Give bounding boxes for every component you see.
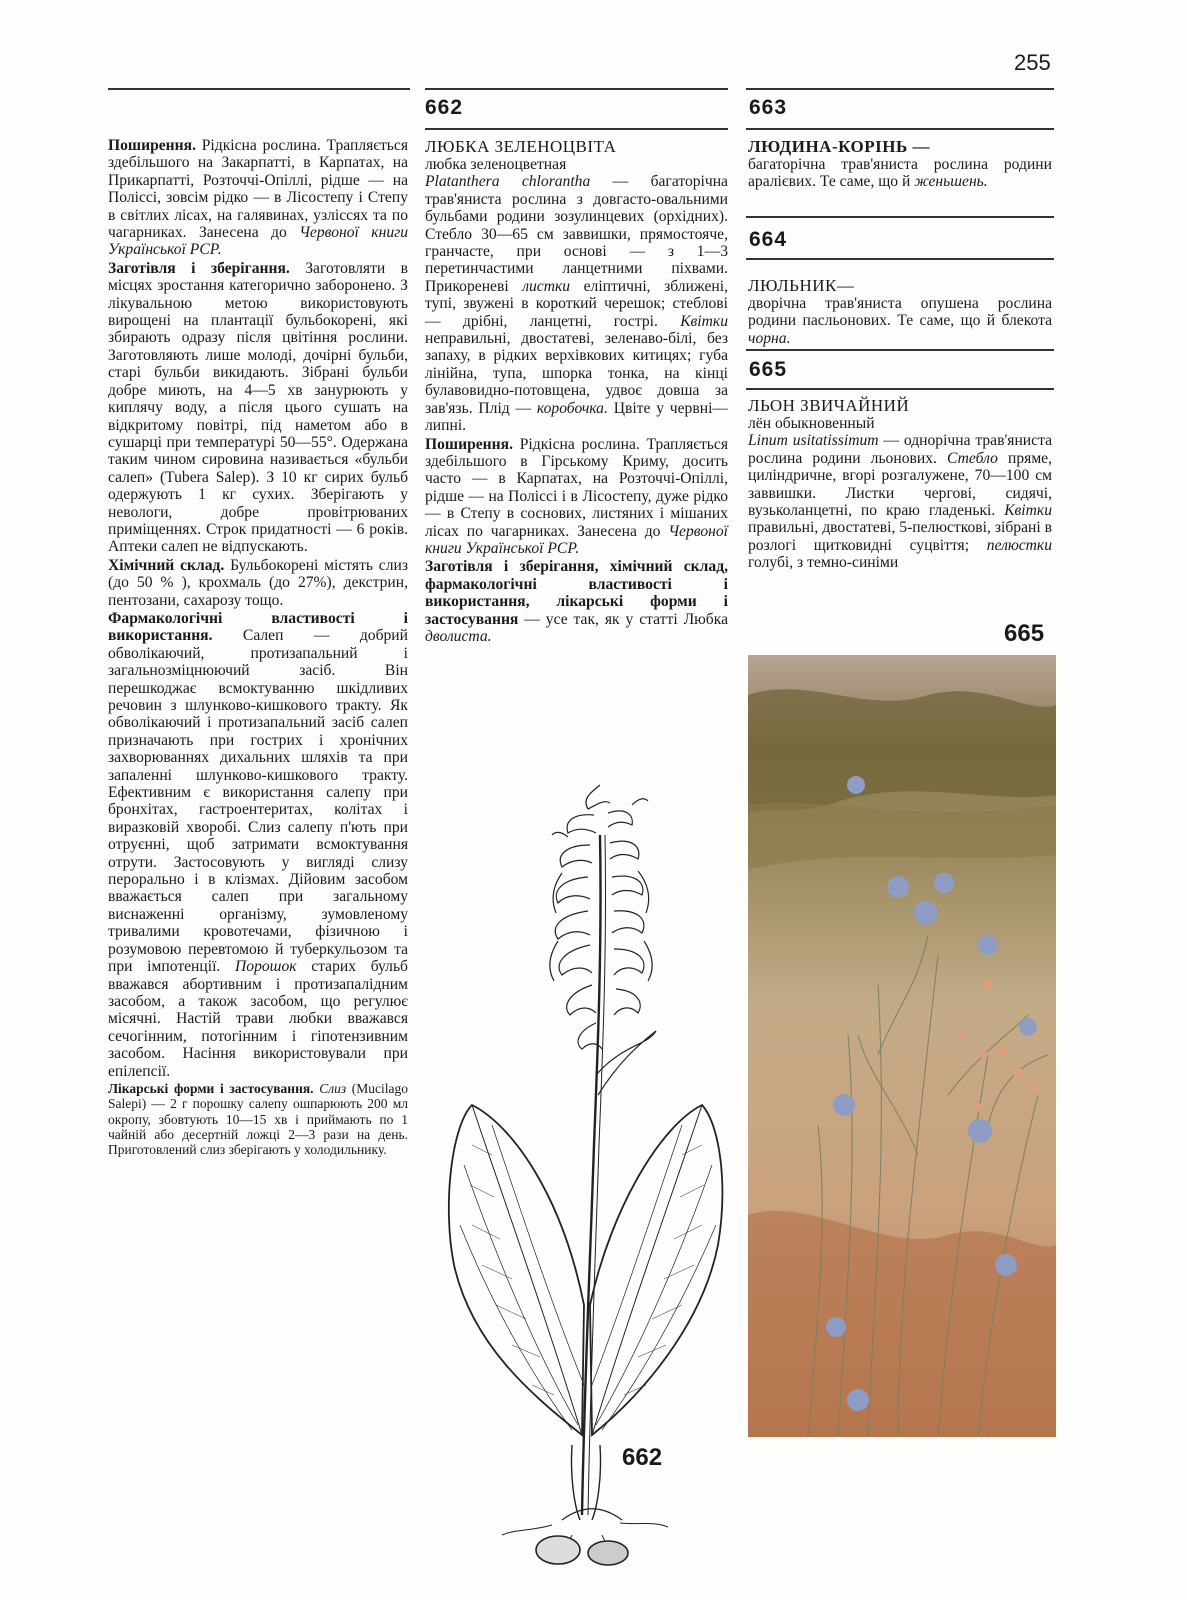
entry-663 [748, 137, 1052, 192]
entry-664 [748, 276, 1052, 348]
page-number: 255 [1014, 50, 1051, 75]
entry-rule-664 [746, 258, 1054, 260]
entry-rule-665-top [746, 349, 1054, 351]
entry-rule-664-top [746, 216, 1054, 218]
russian-name-665: лён обыкновенный [748, 415, 875, 432]
top-rule-middle [425, 88, 728, 90]
distribution-paragraph: Поширення. Рідкісна рослина. Трапляється здебільшого на Закарпатті, в Карпатах, на Прикарпатті, Розточчі-Опіллі, рідше — на Поліссі, зовсім рідко — в Лісостепу і Степу в світлих лісах, на галявинах, узліссях та по чагарниках. Занесена до Червоної книги Української РСР. [108, 137, 408, 259]
description-662: Platanthera chlorantha — багаторічна трав'яниста рослина з довгасто-овальними бульбами родини зозулинцевих (орхідних). Стебло 30—65 см заввишки, прямостояче, гранчасте, при основі — з 1—3 перетинчастими ланцетними піхвами. Прикореневі листки еліптичні, зближені, тупі, звужені в короткий черешок; стеблові — дрібні, ланцетні, гострі. Квітки неправильні, двостатеві, зеленаво-білі, без запаху, в рідких верхівкових китицях; губа лінійна, тупа, шпорка тонка, на кінці булавовидно-потовщена, удвоє довша за зав'язь. Плід — коробочка. Цвіте у червні—липні. [425, 173, 729, 435]
entry-title-662: ЛЮБКА ЗЕЛЕНОЦВІТА [425, 137, 617, 156]
harvest-662: Заготівля і зберігання, хімічний склад, фармакологічні властивості і використання, лікарські форми і застосування — усе так, як у статті Любка дволиста. [425, 558, 728, 645]
entry-662 [425, 137, 728, 646]
dosage-paragraph: Лікарські форми і застосування. Слиз (Mucilago Salepi) — 2 г порошку салепу ошпарюють 200 мл окропу, збовтують 10—15 хв і приймають по 1 чайній або десертній ложці 2—3 рази на день. Приготовлений слиз зберігають у холодильнику. [108, 1080, 408, 1158]
entry-rule-665 [746, 388, 1054, 390]
entry-title-664: ЛЮЛЬНИК— [748, 276, 855, 295]
left-column [108, 137, 408, 1158]
entry-number-662: 662 [425, 96, 464, 119]
description-664: дворічна трав'яниста опушена рослина родини пасльонових. Те саме, що й блекота чорна. [748, 295, 1052, 347]
figure-label-665: 665 [1004, 620, 1045, 647]
description-665: Linum usitatissimum — однорічна трав'яниста рослина родини льонових. Стебло пряме, циліндричне, вгорі розгалужене, 70—100 см заввишки. Листки черговi, сидячі, вузьколанцетні, по краю гладенькі. Квітки правильні, двостатеві, 5-пелюсткові, зібрані в розлогі щитковидні суцвіття; пелюстки голубі, з темно-синіми [748, 432, 1053, 572]
latin-name-662: Platanthera chlorantha [425, 173, 591, 191]
latin-name-665: Linum usitatissimum [748, 432, 879, 450]
flax-photo [748, 655, 1056, 1437]
distribution-662: Поширення. Рідкісна рослина. Трапляється здебільшого в Гірському Криму, досить часто — в Карпатах, на Розточчі-Опіллі, рідше — на Поліссі і в Лісостепу, дуже рідко — в Степу в соснових, листяних і мішаних лісах по чагарниках. Занесена до Червоної книги Української РСР. [425, 435, 728, 557]
entry-rule-662 [425, 128, 728, 130]
russian-name-662: любка зеленоцветная [425, 156, 567, 173]
entry-rule-663 [746, 128, 1054, 130]
figure-label-662: 662 [622, 1444, 663, 1471]
description-663: багаторічна трав'яниста рослина родини аралієвих. Те саме, що й женьшень. [748, 156, 1052, 191]
top-rule-left [108, 88, 410, 90]
entry-number-665: 665 [749, 358, 788, 381]
entry-665 [748, 396, 1052, 573]
pharmacology-paragraph: Фармакологічні властивості і використання. Салеп — добрий обволікаючий, протизапальний і загальнозміцнюючий засіб. Він перешкоджає всмоктуванню шкідливих речовин з шлунково-кишкового тракту. Як обволікаючий і протизапальний засіб салеп призначають при гострих і хронічних захворюваннях дихальних шляхів та при запаленні шлунково-кишкового тракту. Ефективним є використання салепу при бронхітах, гастроентеритах, колітах і виразковій хворобі. Слиз салепу п'ють при отруєнні, щоб затримати всмоктування отрути. Застосовують у вигляді слизу перорально і в клізмах. Дійовим засобом вважається салеп при загальному виснаженні організму, зумовленому тривалими кровотечами, фізичною і розумовою перевтомою й туберкульозом та при імпотенції. Порошок старих бульб вважався абортивним і протизапалідним засобом, а також засобом, що регулює місячні. Настій трави любки вважався сечогінним, потогінним і гіпотензивним засобом. Насіння використовували при епілепсії. [108, 609, 408, 1080]
entry-title-663: ЛЮДИНА-КОРІНЬ — [748, 137, 930, 156]
orchid-illustration [432, 745, 732, 1567]
entry-number-663: 663 [749, 96, 788, 119]
top-rule-right [746, 88, 1054, 90]
entry-title-665: ЛЬОН ЗВИЧАЙНИЙ [748, 396, 910, 415]
harvest-paragraph: Заготівля і зберігання. Заготовляти в місцях зростання категорично заборонено. З лікувальною метою використовують вирощені на плантації бульбокорені, які збирають одразу після цвітіння рослини. Заготовляють лише молоді, дочірні бульби, старі бульби викидають. Зібрані бульби добре миють, на 4—5 хв занурюють у киплячу воду, а після цього сушать на відкритому повітрі, під наметом або в сушарці при температурі 50—55°. Одержана таким чином сировина називається «бульби салеп» (Tubera Salep). З 10 кг сирих бульб одержують 1 кг сухих. Зберігають у невологи, добре провітрюваних приміщеннях. Строк придатності — 6 років. Аптеки салеп не відпускають. [108, 259, 408, 556]
chemistry-paragraph: Хімічний склад. Бульбокорені містять слиз (до 50 % ), крохмаль (до 27%), декстрин, пентозани, сахарозу тощо. [108, 556, 408, 609]
entry-number-664: 664 [749, 228, 788, 251]
